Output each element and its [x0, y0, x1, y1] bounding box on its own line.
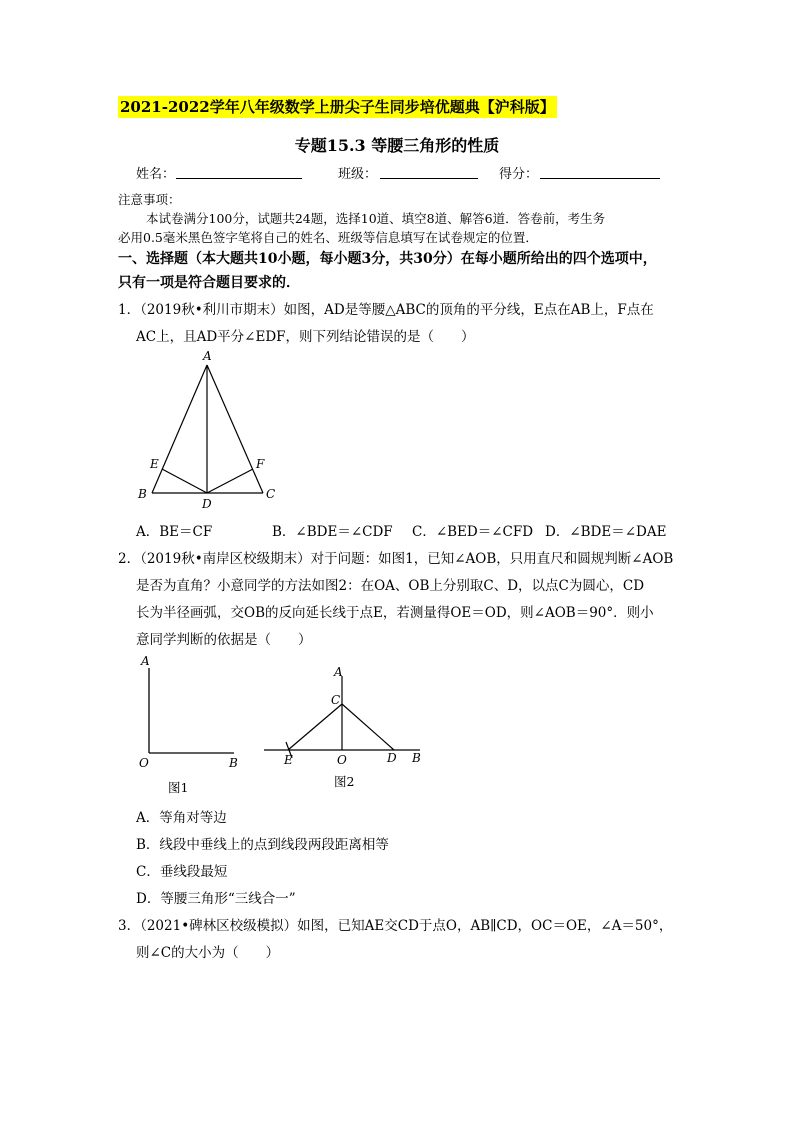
q1-side-ac: [207, 365, 263, 493]
q2-fig2-label-a: A: [334, 665, 343, 679]
q1-label-b: B: [138, 487, 147, 501]
class-label: 班级：: [338, 167, 378, 182]
name-blank[interactable]: [176, 178, 302, 179]
q2-text-line-2: 是否为直角？小意同学的方法如图2：在OA、OB上分别取C、D，以点C为圆心，CD: [136, 578, 645, 594]
q2-option-c[interactable]: C．垂线段最短: [136, 864, 228, 880]
q2-fig2-label-c: C: [331, 693, 341, 707]
q1-text-line-2: AC上，且AD平分∠EDF，则下列结论错误的是（ ）: [136, 329, 475, 345]
q2-fig1-label-b: B: [229, 756, 238, 770]
q1-label-f: F: [256, 457, 265, 471]
q1-label-a: A: [203, 349, 212, 363]
q1-label-c: C: [266, 487, 276, 501]
q2-option-d[interactable]: D．等腰三角形“三线合一”: [136, 891, 296, 907]
section-heading-line-2: 只有一项是符合题目要求的．: [118, 275, 300, 291]
q1-label-e: E: [150, 457, 159, 471]
q2-text-line-4: 意同学判断的依据是（ ）: [136, 632, 312, 648]
q2-fig2-label-e: E: [284, 753, 293, 767]
q1-option-b[interactable]: B．∠BDE＝∠CDF: [272, 524, 393, 540]
q2-fig2-caption: 图2: [334, 774, 355, 789]
q2-fig2-label-b: B: [412, 751, 421, 765]
q2-fig2-label-d: D: [387, 751, 397, 765]
score-label: 得分：: [499, 167, 539, 182]
notice-heading: 注意事项：: [118, 192, 181, 207]
name-label: 姓名：: [136, 167, 176, 182]
q1-label-d: D: [202, 497, 212, 511]
notice-line-2: 必用0.5毫米黑色签字笔将自己的姓名、班级等信息填写在试卷规定的位置．: [118, 230, 538, 245]
notice-line-1: 本试卷满分100分，试题共24题，选择10道、填空8道、解答6道．答卷前，考生务: [146, 211, 606, 226]
q3-text-line-2: 则∠C的大小为（ ）: [136, 945, 280, 961]
q2-text-line-1: 2．（2019秋•南岸区校级期末）对于问题：如图1，已知∠AOB，只用直尺和圆规判断∠AOB: [118, 551, 674, 567]
q2-fig2-segment-ce: [288, 704, 342, 750]
q3-text-line-1: 3．（2021•碑林区校级模拟）如图，已知AE交CD于点O，AB∥CD，OC＝OE，∠A＝50°，: [118, 918, 673, 934]
q2-fig1-caption: 图1: [168, 780, 189, 795]
q1-text-line-1: 1．（2019秋•利川市期末）如图，AD是等腰△ABC的顶角的平分线，E点在AB上，F点在: [118, 302, 654, 318]
q2-text-line-3: 长为半径画弧，交OB的反向延长线于点E，若测量得OE＝OD，则∠AOB＝90°．则小: [136, 605, 654, 621]
q2-option-a[interactable]: A．等角对等边: [136, 810, 227, 826]
q2-fig1-label-a: A: [141, 654, 150, 668]
q1-option-d[interactable]: D．∠BDE＝∠DAE: [545, 524, 667, 540]
q2-fig1-label-o: O: [139, 756, 149, 770]
q2-fig2-segment-cd: [342, 704, 394, 750]
q2-figure-1: [132, 650, 252, 800]
q1-option-a[interactable]: A．BE＝CF: [136, 524, 213, 540]
q1-option-c[interactable]: C．∠BED＝∠CFD: [412, 524, 534, 540]
page-title: 专题15.3 等腰三角形的性质: [294, 136, 500, 155]
q2-figure-2: [258, 662, 433, 794]
score-blank[interactable]: [540, 178, 660, 179]
q2-fig2-label-o: O: [337, 753, 347, 767]
q1-figure: [130, 345, 290, 515]
q1-segment-ed: [162, 469, 207, 493]
q1-segment-fd: [207, 469, 253, 493]
class-blank[interactable]: [380, 178, 478, 179]
series-banner: 2021-2022学年八年级数学上册尖子生同步培优题典【沪科版】: [120, 98, 555, 116]
q2-option-b[interactable]: B．线段中垂线上的点到线段两段距离相等: [136, 837, 389, 853]
q1-side-ab: [152, 365, 207, 493]
section-heading-line-1: 一、选择题（本大题共10小题，每小题3分，共30分）在每小题所给出的四个选项中，: [118, 251, 657, 267]
